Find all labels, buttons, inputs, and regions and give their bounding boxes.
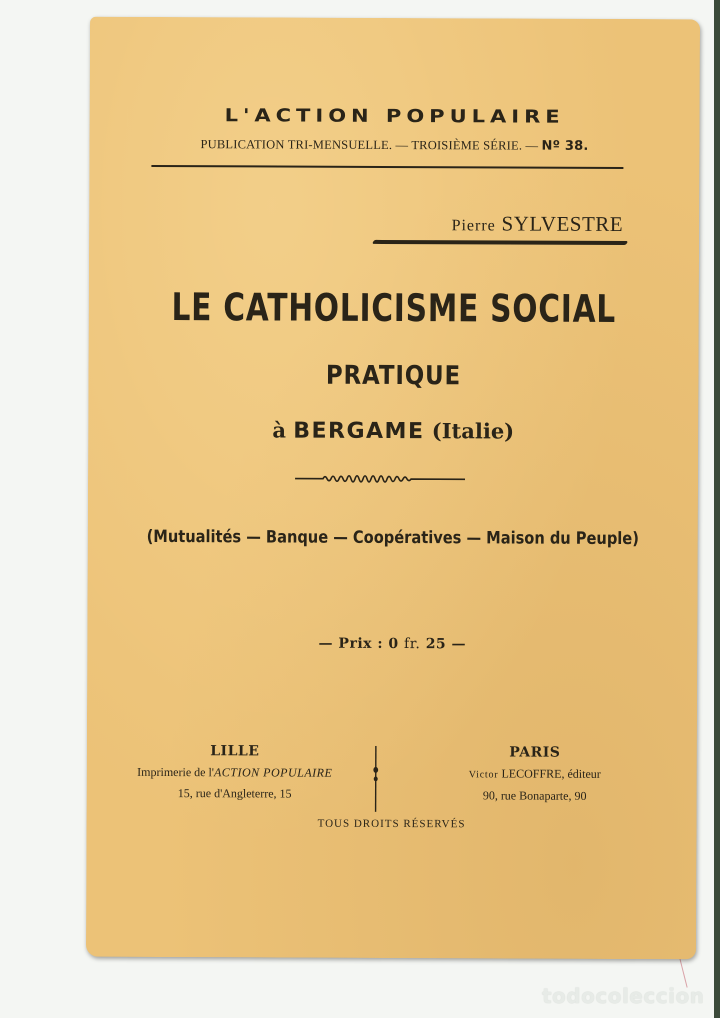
price-value: 0	[388, 635, 399, 653]
ornamental-divider	[373, 746, 379, 812]
series-info: PUBLICATION TRI-MENSUELLE. — TROISIÈME SÉRIE. —	[200, 137, 539, 153]
author	[452, 211, 624, 237]
editor-name: LECOFFRE, éditeur	[501, 766, 601, 781]
title-main: LE CATHOLICISME SOCIAL	[171, 285, 617, 331]
publication-subtitle	[89, 137, 699, 155]
author-rule	[372, 240, 628, 245]
printer-name: ACTION POPULAIRE	[213, 765, 333, 780]
watermark: todocoleccion	[542, 984, 705, 1008]
author-first-name: Pierre	[451, 217, 496, 235]
issue-number: Nº 38.	[541, 138, 589, 154]
location-prefix: à	[272, 417, 287, 443]
price-unit: fr.	[404, 636, 421, 653]
location-country: (Italie)	[431, 418, 515, 444]
masthead: L'ACTION POPULAIRE	[224, 105, 565, 127]
publisher-address: 90, rue Bonaparte, 90	[482, 788, 587, 803]
printer-prefix: Imprimerie de l'	[137, 764, 215, 780]
scan-edge	[714, 0, 720, 1018]
booklet-cover	[86, 17, 700, 960]
publisher-city: PARIS	[509, 744, 561, 761]
price-label: — Prix :	[318, 635, 384, 652]
publisher-address: 15, rue d'Angleterre, 15	[177, 786, 292, 801]
publisher-paris	[405, 742, 665, 807]
price-cents: 25 —	[425, 636, 467, 653]
publisher-lille	[105, 741, 365, 805]
price	[87, 635, 697, 654]
title-sub: PRATIQUE	[325, 360, 462, 392]
location-city: BERGAME	[293, 418, 425, 445]
rights-notice: TOUS DROITS RÉSERVÉS	[317, 817, 466, 831]
publisher-city: LILLE	[210, 743, 260, 760]
location	[88, 417, 698, 446]
editor-first-name: Victor	[468, 769, 499, 781]
publisher-line1	[105, 762, 365, 784]
publisher-line1	[405, 763, 665, 786]
header-rule	[151, 165, 623, 169]
author-last-name: SYLVESTRE	[501, 211, 624, 237]
wavy-ornament	[295, 472, 465, 487]
topics: (Mutualités — Banque — Coopératives — Maison du Peuple)	[146, 526, 639, 550]
